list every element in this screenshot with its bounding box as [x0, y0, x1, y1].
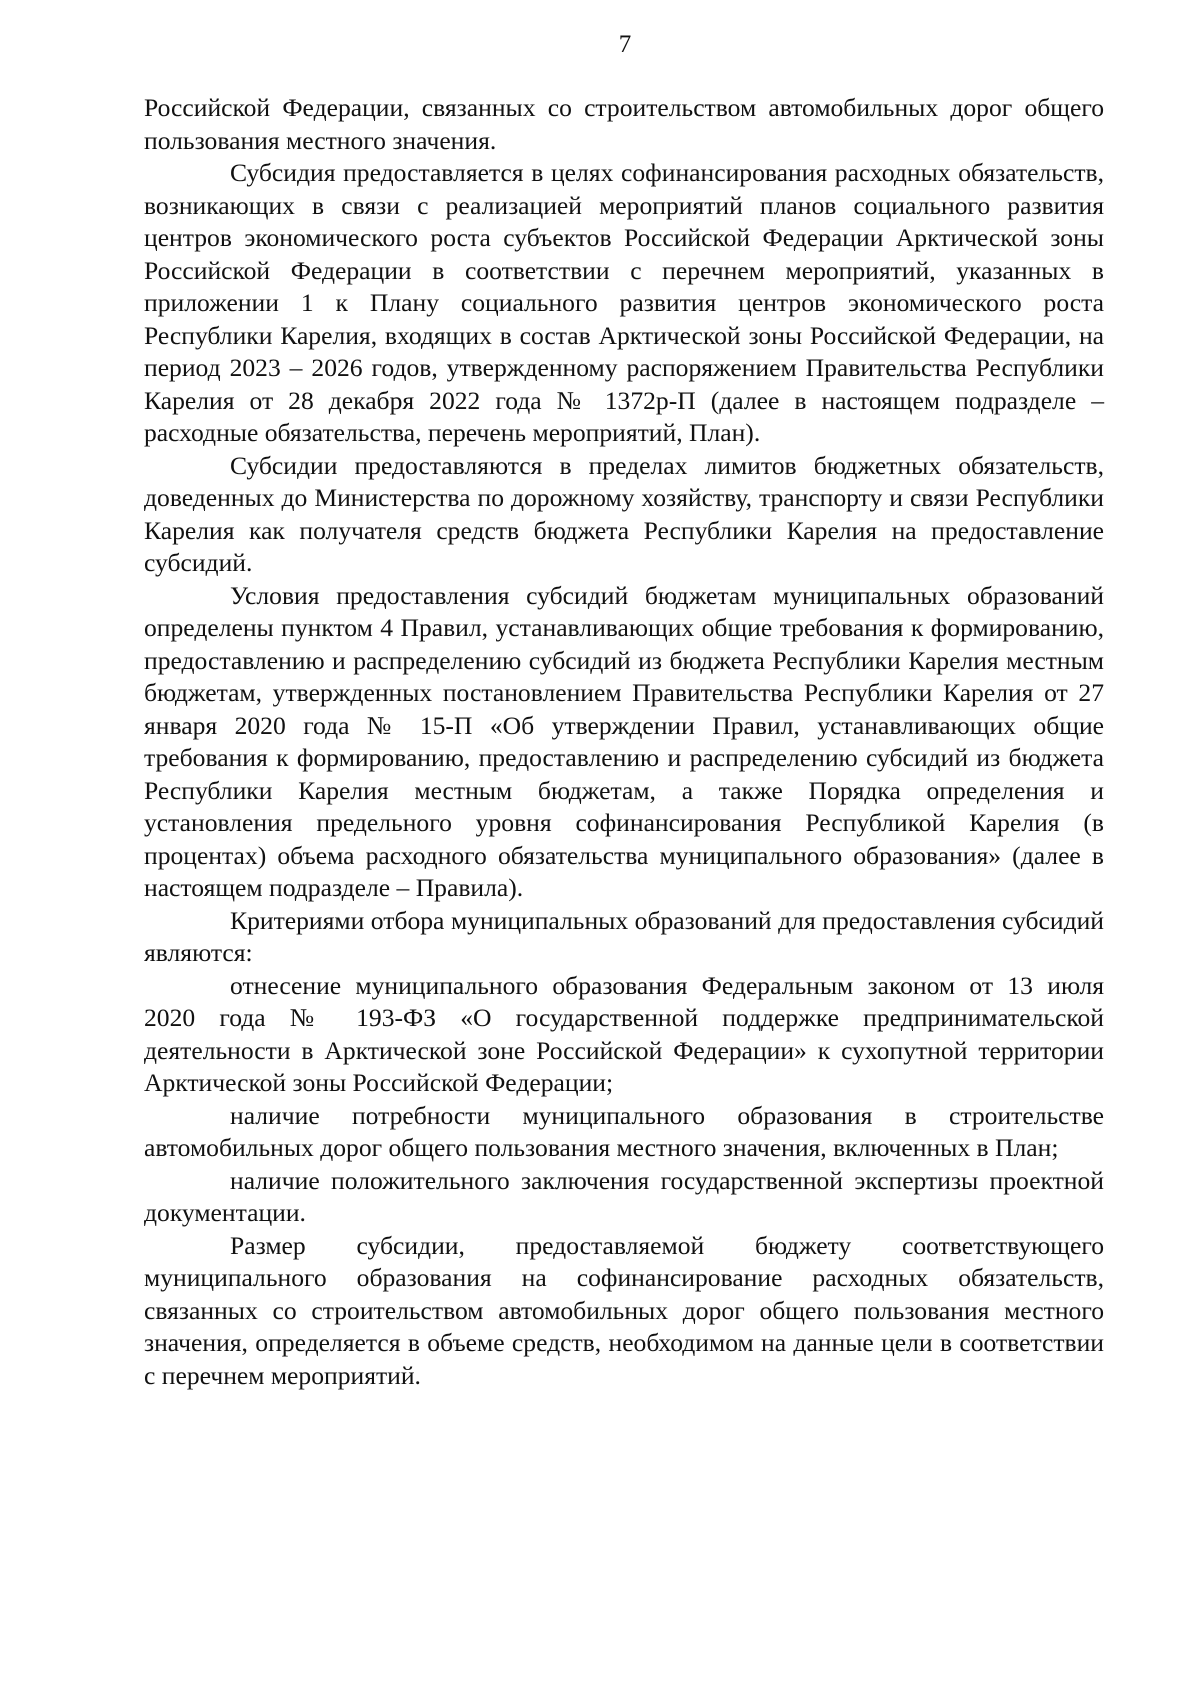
- paragraph-subsidy-limits: Субсидии предоставляются в пределах лимитов бюджетных обязательств, доведенных до Министерства по дорожному хозяйству, транспорту и связи Республики Карелия как получателя средств бюджета Республики Карелия на предоставление субсидий.: [144, 450, 1104, 577]
- paragraph-selection-criteria: Критериями отбора муниципальных образований для предоставления субсидий являются:: [144, 905, 1104, 967]
- paragraph-continuation: Российской Федерации, связанных со строительством автомобильных дорог общего пользования местного значения.: [144, 93, 1104, 155]
- document-body: [144, 92, 1104, 1392]
- page-number: 7: [618, 31, 632, 58]
- criterion-arctic-territory: отнесение муниципального образования Федеральным законом от 13 июля 2020 года № 193-ФЗ «О государственной поддержке предпринимательской деятельности в Арктической зоне Российской Федерации» к сухопутной территории Арктической зоны Российской Федерации;: [144, 970, 1104, 1097]
- paragraph-subsidy-conditions: Условия предоставления субсидий бюджетам муниципальных образований определены пунктом 4 Правил, устанавливающих общие требования к формированию, предоставлению и распределению субсидий из бюджета Республики Карелия местным бюджетам, утвержденных постановлением Правительства Республики Карелия от 27 января 2020 года № 15-П «Об утверждении Правил, устанавливающих общие требования к формированию, предоставлению и распределению субсидий из бюджета Республики Карелия местным бюджетам, а также Порядка определения и установления предельного уровня софинансирования Республикой Карелия (в процентах) объема расходного обязательства муниципального образования» (далее в настоящем подразделе – Правила).: [144, 580, 1104, 902]
- paragraph-subsidy-purpose: Субсидия предоставляется в целях софинансирования расходных обязательств, возникающих в связи с реализацией мероприятий планов социального развития центров экономического роста субъектов Российской Федерации Арктической зоны Российской Федерации в соответствии с перечнем мероприятий, указанных в приложении 1 к Плану социального развития центров экономического роста Республики Карелия, входящих в состав Арктической зоны Российской Федерации, на период 2023 – 2026 годов, утвержденному распоряжением Правительства Республики Карелия от 28 декабря 2022 года № 1372р-П (далее в настоящем подразделе – расходные обязательства, перечень мероприятий, План).: [144, 158, 1104, 447]
- criterion-state-expertise: наличие положительного заключения государственной экспертизы проектной документации.: [144, 1165, 1104, 1227]
- paragraph-subsidy-amount: Размер субсидии, предоставляемой бюджету соответствующего муниципального образования на софинансирование расходных обязательств, связанных со строительством автомобильных дорог общего пользования местного значения, определяется в объеме средств, необходимом на данные цели в соответствии с перечнем мероприятий.: [144, 1230, 1104, 1390]
- criterion-road-construction-need: наличие потребности муниципального образования в строительстве автомобильных дорог общего пользования местного значения, включенных в План;: [144, 1100, 1104, 1162]
